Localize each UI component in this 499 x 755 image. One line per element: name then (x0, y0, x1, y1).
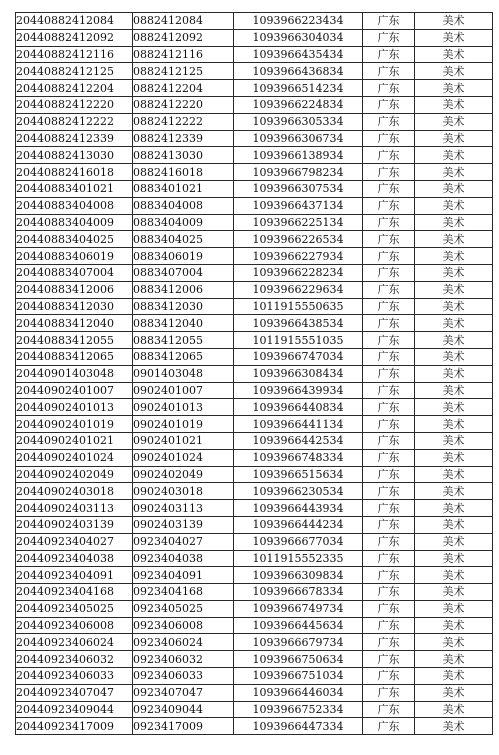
candidate-number-cell: 20440902403018 (16, 483, 133, 500)
province-cell: 广东 (363, 382, 415, 399)
certificate-number-cell: 1093966441134 (234, 416, 363, 433)
table-row (16, 684, 493, 701)
certificate-number-cell: 1093966309834 (234, 567, 363, 584)
certificate-number-cell: 1093966445634 (234, 617, 363, 634)
province-cell: 广东 (363, 197, 415, 214)
subject-cell: 美术 (415, 332, 493, 349)
subject-cell: 美术 (415, 96, 493, 113)
candidate-number-cell: 20440883412055 (16, 332, 133, 349)
certificate-number-cell: 1093966307534 (234, 180, 363, 197)
table-row (16, 483, 493, 500)
candidate-number-cell: 20440902401013 (16, 399, 133, 416)
certificate-number-cell: 1093966138934 (234, 147, 363, 164)
exam-number-cell: 0882412116 (133, 46, 234, 63)
certificate-number-cell: 1093966223434 (234, 13, 363, 30)
subject-cell: 美术 (415, 684, 493, 701)
province-cell: 广东 (363, 29, 415, 46)
certificate-number-cell: 1011915552335 (234, 550, 363, 567)
exam-number-cell: 0882412204 (133, 80, 234, 97)
subject-cell: 美术 (415, 600, 493, 617)
province-cell: 广东 (363, 466, 415, 483)
certificate-number-cell: 1093966306734 (234, 130, 363, 147)
table-row (16, 164, 493, 181)
candidate-number-cell: 20440883407004 (16, 264, 133, 281)
province-cell: 广东 (363, 718, 415, 735)
table-row (16, 113, 493, 130)
province-cell: 广东 (363, 365, 415, 382)
table-row (16, 567, 493, 584)
candidate-number-cell: 20440923404027 (16, 533, 133, 550)
subject-cell: 美术 (415, 298, 493, 315)
exam-number-cell: 0923406008 (133, 617, 234, 634)
subject-cell: 美术 (415, 651, 493, 668)
certificate-number-cell: 1093966443934 (234, 500, 363, 517)
candidate-number-cell: 20440882416018 (16, 164, 133, 181)
exam-number-cell: 0902401021 (133, 432, 234, 449)
candidate-number-cell: 20440923417009 (16, 718, 133, 735)
exam-number-cell: 0882412339 (133, 130, 234, 147)
exam-number-cell: 0923406024 (133, 634, 234, 651)
exam-number-cell: 0923417009 (133, 718, 234, 735)
table-row (16, 701, 493, 718)
candidate-number-cell: 20440902401007 (16, 382, 133, 399)
subject-cell: 美术 (415, 113, 493, 130)
certificate-number-cell: 1093966435434 (234, 46, 363, 63)
exam-number-cell: 0923409044 (133, 701, 234, 718)
table-row (16, 668, 493, 685)
certificate-number-cell: 1093966225134 (234, 214, 363, 231)
province-cell: 广东 (363, 130, 415, 147)
candidate-number-cell: 20440923407047 (16, 684, 133, 701)
province-cell: 广东 (363, 449, 415, 466)
subject-cell: 美术 (415, 483, 493, 500)
province-cell: 广东 (363, 96, 415, 113)
province-cell: 广东 (363, 684, 415, 701)
records-table-body (16, 13, 493, 735)
candidate-number-cell: 20440923404168 (16, 584, 133, 601)
candidate-number-cell: 20440882412220 (16, 96, 133, 113)
table-row (16, 516, 493, 533)
candidate-number-cell: 20440883406019 (16, 248, 133, 265)
province-cell: 广东 (363, 298, 415, 315)
records-table (15, 12, 493, 735)
province-cell: 广东 (363, 634, 415, 651)
certificate-number-cell: 1093966444234 (234, 516, 363, 533)
candidate-number-cell: 20440882412125 (16, 63, 133, 80)
exam-number-cell: 0902401024 (133, 449, 234, 466)
province-cell: 广东 (363, 584, 415, 601)
certificate-number-cell: 1093966514234 (234, 80, 363, 97)
table-row (16, 46, 493, 63)
candidate-number-cell: 20440923406008 (16, 617, 133, 634)
exam-number-cell: 0923404038 (133, 550, 234, 567)
candidate-number-cell: 20440901403048 (16, 365, 133, 382)
candidate-number-cell: 20440923405025 (16, 600, 133, 617)
province-cell: 广东 (363, 264, 415, 281)
province-cell: 广东 (363, 231, 415, 248)
table-row (16, 399, 493, 416)
subject-cell: 美术 (415, 147, 493, 164)
certificate-number-cell: 1093966226534 (234, 231, 363, 248)
province-cell: 广东 (363, 701, 415, 718)
candidate-number-cell: 20440882412092 (16, 29, 133, 46)
table-row (16, 634, 493, 651)
candidate-number-cell: 20440902401019 (16, 416, 133, 433)
table-row (16, 600, 493, 617)
subject-cell: 美术 (415, 718, 493, 735)
exam-number-cell: 0923406032 (133, 651, 234, 668)
table-row (16, 617, 493, 634)
certificate-number-cell: 1093966678334 (234, 584, 363, 601)
table-row (16, 298, 493, 315)
certificate-number-cell: 1093966750634 (234, 651, 363, 668)
subject-cell: 美术 (415, 348, 493, 365)
table-row (16, 651, 493, 668)
exam-number-cell: 0923405025 (133, 600, 234, 617)
table-row (16, 533, 493, 550)
certificate-number-cell: 1093966436834 (234, 63, 363, 80)
subject-cell: 美术 (415, 668, 493, 685)
certificate-number-cell: 1093966752334 (234, 701, 363, 718)
subject-cell: 美术 (415, 29, 493, 46)
table-row (16, 214, 493, 231)
province-cell: 广东 (363, 516, 415, 533)
province-cell: 广东 (363, 533, 415, 550)
certificate-number-cell: 1093966227934 (234, 248, 363, 265)
exam-number-cell: 0882412222 (133, 113, 234, 130)
table-row (16, 365, 493, 382)
table-row (16, 550, 493, 567)
candidate-number-cell: 20440883412030 (16, 298, 133, 315)
certificate-number-cell: 1093966440834 (234, 399, 363, 416)
table-row (16, 180, 493, 197)
subject-cell: 美术 (415, 264, 493, 281)
province-cell: 广东 (363, 550, 415, 567)
province-cell: 广东 (363, 63, 415, 80)
subject-cell: 美术 (415, 567, 493, 584)
exam-number-cell: 0883407004 (133, 264, 234, 281)
subject-cell: 美术 (415, 46, 493, 63)
exam-number-cell: 0882412084 (133, 13, 234, 30)
subject-cell: 美术 (415, 516, 493, 533)
exam-number-cell: 0923404027 (133, 533, 234, 550)
candidate-number-cell: 20440923406024 (16, 634, 133, 651)
table-row (16, 432, 493, 449)
certificate-number-cell: 1093966229634 (234, 281, 363, 298)
certificate-number-cell: 1093966228234 (234, 264, 363, 281)
candidate-number-cell: 20440883404008 (16, 197, 133, 214)
certificate-number-cell: 1093966515634 (234, 466, 363, 483)
province-cell: 广东 (363, 500, 415, 517)
subject-cell: 美术 (415, 180, 493, 197)
candidate-number-cell: 20440882412084 (16, 13, 133, 30)
subject-cell: 美术 (415, 701, 493, 718)
candidate-number-cell: 20440902403139 (16, 516, 133, 533)
certificate-number-cell: 1093966304034 (234, 29, 363, 46)
subject-cell: 美术 (415, 416, 493, 433)
certificate-number-cell: 1093966446034 (234, 684, 363, 701)
candidate-number-cell: 20440882412222 (16, 113, 133, 130)
province-cell: 广东 (363, 432, 415, 449)
candidate-number-cell: 20440883404025 (16, 231, 133, 248)
table-row (16, 231, 493, 248)
candidate-number-cell: 20440883412065 (16, 348, 133, 365)
table-row (16, 718, 493, 735)
certificate-number-cell: 1093966230534 (234, 483, 363, 500)
table-row (16, 416, 493, 433)
province-cell: 广东 (363, 180, 415, 197)
table-row (16, 130, 493, 147)
table-row (16, 248, 493, 265)
table-row (16, 96, 493, 113)
subject-cell: 美术 (415, 164, 493, 181)
candidate-number-cell: 20440883404009 (16, 214, 133, 231)
candidate-number-cell: 20440902401024 (16, 449, 133, 466)
table-row (16, 500, 493, 517)
table-row (16, 332, 493, 349)
exam-number-cell: 0883406019 (133, 248, 234, 265)
subject-cell: 美术 (415, 365, 493, 382)
province-cell: 广东 (363, 348, 415, 365)
province-cell: 广东 (363, 214, 415, 231)
subject-cell: 美术 (415, 584, 493, 601)
certificate-number-cell: 1093966308434 (234, 365, 363, 382)
candidate-number-cell: 20440902401021 (16, 432, 133, 449)
exam-number-cell: 0902401007 (133, 382, 234, 399)
exam-number-cell: 0902401013 (133, 399, 234, 416)
certificate-number-cell: 1093966438534 (234, 315, 363, 332)
candidate-number-cell: 20440882412116 (16, 46, 133, 63)
province-cell: 广东 (363, 567, 415, 584)
province-cell: 广东 (363, 600, 415, 617)
candidate-number-cell: 20440923404091 (16, 567, 133, 584)
subject-cell: 美术 (415, 315, 493, 332)
certificate-number-cell: 1093966751034 (234, 668, 363, 685)
exam-number-cell: 0902402049 (133, 466, 234, 483)
subject-cell: 美术 (415, 634, 493, 651)
table-row (16, 29, 493, 46)
exam-number-cell: 0883412055 (133, 332, 234, 349)
candidate-number-cell: 20440923404038 (16, 550, 133, 567)
exam-number-cell: 0882413030 (133, 147, 234, 164)
subject-cell: 美术 (415, 63, 493, 80)
certificate-number-cell: 1093966447334 (234, 718, 363, 735)
table-row (16, 197, 493, 214)
table-row (16, 281, 493, 298)
province-cell: 广东 (363, 399, 415, 416)
exam-number-cell: 0883412065 (133, 348, 234, 365)
exam-number-cell: 0882416018 (133, 164, 234, 181)
subject-cell: 美术 (415, 533, 493, 550)
subject-cell: 美术 (415, 13, 493, 30)
province-cell: 广东 (363, 164, 415, 181)
candidate-number-cell: 20440882413030 (16, 147, 133, 164)
subject-cell: 美术 (415, 281, 493, 298)
table-row (16, 584, 493, 601)
exam-number-cell: 0882412092 (133, 29, 234, 46)
exam-number-cell: 0882412125 (133, 63, 234, 80)
table-row (16, 348, 493, 365)
province-cell: 广东 (363, 416, 415, 433)
exam-number-cell: 0883404009 (133, 214, 234, 231)
candidate-number-cell: 20440902403113 (16, 500, 133, 517)
table-row (16, 382, 493, 399)
candidate-number-cell: 20440923409044 (16, 701, 133, 718)
subject-cell: 美术 (415, 80, 493, 97)
subject-cell: 美术 (415, 500, 493, 517)
certificate-number-cell: 1011915550635 (234, 298, 363, 315)
province-cell: 广东 (363, 46, 415, 63)
province-cell: 广东 (363, 248, 415, 265)
exam-number-cell: 0923404091 (133, 567, 234, 584)
certificate-number-cell: 1093966437134 (234, 197, 363, 214)
candidate-number-cell: 20440923406033 (16, 668, 133, 685)
certificate-number-cell: 1011915551035 (234, 332, 363, 349)
certificate-number-cell: 1093966442534 (234, 432, 363, 449)
certificate-number-cell: 1093966224834 (234, 96, 363, 113)
exam-number-cell: 0883412040 (133, 315, 234, 332)
certificate-number-cell: 1093966679734 (234, 634, 363, 651)
exam-number-cell: 0883404008 (133, 197, 234, 214)
certificate-number-cell: 1093966748334 (234, 449, 363, 466)
table-row (16, 315, 493, 332)
province-cell: 广东 (363, 651, 415, 668)
subject-cell: 美术 (415, 399, 493, 416)
table-row (16, 147, 493, 164)
exam-number-cell: 0923407047 (133, 684, 234, 701)
exam-number-cell: 0901403048 (133, 365, 234, 382)
subject-cell: 美术 (415, 197, 493, 214)
subject-cell: 美术 (415, 617, 493, 634)
exam-number-cell: 0882412220 (133, 96, 234, 113)
certificate-number-cell: 1093966305334 (234, 113, 363, 130)
exam-number-cell: 0902403113 (133, 500, 234, 517)
province-cell: 广东 (363, 113, 415, 130)
candidate-number-cell: 20440923406032 (16, 651, 133, 668)
certificate-number-cell: 1093966798234 (234, 164, 363, 181)
candidate-number-cell: 20440883412040 (16, 315, 133, 332)
exam-number-cell: 0923406033 (133, 668, 234, 685)
exam-number-cell: 0883412006 (133, 281, 234, 298)
exam-number-cell: 0902403018 (133, 483, 234, 500)
certificate-number-cell: 1093966747034 (234, 348, 363, 365)
province-cell: 广东 (363, 668, 415, 685)
province-cell: 广东 (363, 483, 415, 500)
exam-number-cell: 0883412030 (133, 298, 234, 315)
exam-number-cell: 0923404168 (133, 584, 234, 601)
exam-number-cell: 0902401019 (133, 416, 234, 433)
table-row (16, 466, 493, 483)
province-cell: 广东 (363, 332, 415, 349)
subject-cell: 美术 (415, 432, 493, 449)
subject-cell: 美术 (415, 382, 493, 399)
candidate-number-cell: 20440883401021 (16, 180, 133, 197)
candidate-number-cell: 20440882412339 (16, 130, 133, 147)
subject-cell: 美术 (415, 466, 493, 483)
candidate-number-cell: 20440902402049 (16, 466, 133, 483)
subject-cell: 美术 (415, 550, 493, 567)
province-cell: 广东 (363, 147, 415, 164)
table-row (16, 63, 493, 80)
candidate-number-cell: 20440883412006 (16, 281, 133, 298)
subject-cell: 美术 (415, 130, 493, 147)
subject-cell: 美术 (415, 231, 493, 248)
subject-cell: 美术 (415, 248, 493, 265)
table-row (16, 13, 493, 30)
certificate-number-cell: 1093966677034 (234, 533, 363, 550)
subject-cell: 美术 (415, 214, 493, 231)
table-row (16, 80, 493, 97)
exam-number-cell: 0902403139 (133, 516, 234, 533)
province-cell: 广东 (363, 13, 415, 30)
province-cell: 广东 (363, 281, 415, 298)
certificate-number-cell: 1093966749734 (234, 600, 363, 617)
province-cell: 广东 (363, 617, 415, 634)
certificate-number-cell: 1093966439934 (234, 382, 363, 399)
province-cell: 广东 (363, 80, 415, 97)
subject-cell: 美术 (415, 449, 493, 466)
province-cell: 广东 (363, 315, 415, 332)
table-row (16, 264, 493, 281)
candidate-number-cell: 20440882412204 (16, 80, 133, 97)
table-row (16, 449, 493, 466)
exam-number-cell: 0883404025 (133, 231, 234, 248)
exam-number-cell: 0883401021 (133, 180, 234, 197)
